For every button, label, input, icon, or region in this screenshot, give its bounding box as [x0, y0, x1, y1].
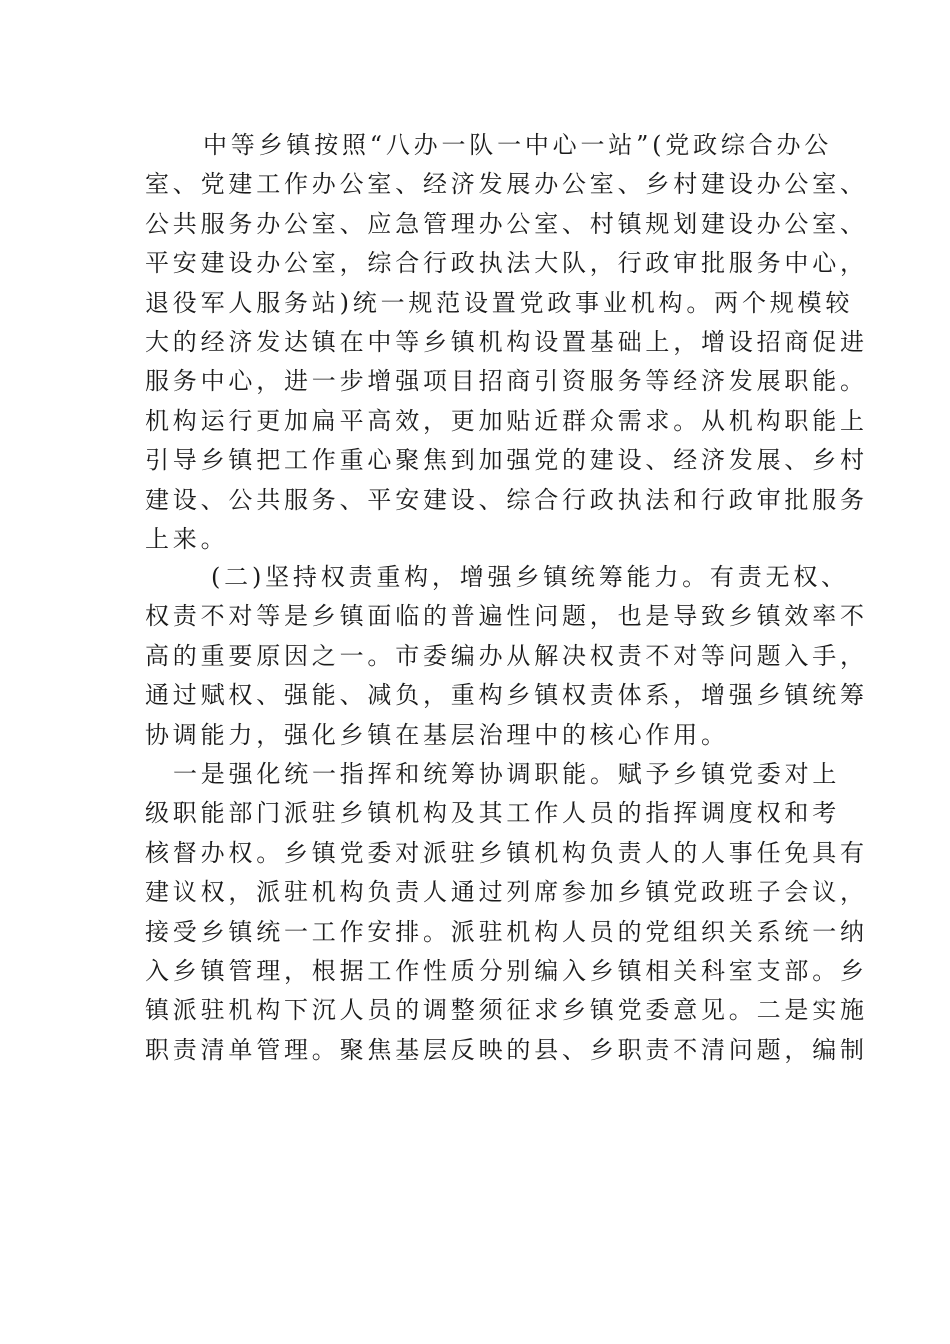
paragraph-line: 接受乡镇统一工作安排。派驻机构人员的党组织关系统一纳: [145, 917, 868, 946]
paragraph-line: 机构运行更加扁平高效，更加贴近群众需求。从机构职能上: [145, 406, 868, 435]
paragraph-line: 大的经济发达镇在中等乡镇机构设置基础上，增设招商促进: [145, 327, 868, 356]
paragraph-line: 建设、公共服务、平安建设、综合行政执法和行政审批服务: [145, 485, 868, 514]
paragraph-line: 平安建设办公室，综合行政执法大队，行政审批服务中心，: [145, 249, 868, 278]
paragraph-line: 通过赋权、强能、减负，重构乡镇权责体系，增强乡镇统筹: [145, 681, 868, 710]
paragraph-line: 退役军人服务站)统一规范设置党政事业机构。两个规模较: [145, 288, 854, 317]
paragraph-line: 核督办权。乡镇党委对派驻乡镇机构负责人的人事任免具有: [145, 838, 868, 867]
paragraph-line: 公共服务办公室、应急管理办公室、村镇规划建设办公室、: [145, 209, 868, 238]
paragraph-line: 入乡镇管理，根据工作性质分别编入乡镇相关科室支部。乡: [145, 956, 868, 985]
paragraph-line: 一是强化统一指挥和统筹协调职能。赋予乡镇党委对上: [173, 760, 841, 788]
paragraph-unified-command: [145, 755, 868, 1070]
paragraph-rights-responsibilities: [145, 558, 868, 755]
paragraph-line: 上来。: [145, 524, 229, 553]
paragraph-line: 高的重要原因之一。市委编办从解决权责不对等问题入手，: [145, 641, 868, 670]
paragraph-town-office-structure: [145, 126, 868, 559]
paragraph-line: 协调能力，强化乡镇在基层治理中的核心作用。: [145, 720, 729, 749]
paragraph-line: 室、党建工作办公室、经济发展办公室、乡村建设办公室、: [145, 170, 868, 199]
section-heading-line: (二)坚持权责重构，增强乡镇统筹能力。有责无权、: [211, 563, 849, 591]
paragraph-line: 镇派驻机构下沉人员的调整须征求乡镇党委意见。二是实施: [145, 996, 868, 1025]
paragraph-line: 引导乡镇把工作重心聚焦到加强党的建设、经济发展、乡村: [145, 446, 868, 475]
paragraph-line: 权责不对等是乡镇面临的普遍性问题，也是导致乡镇效率不: [145, 602, 868, 631]
paragraph-line: 服务中心，进一步增强项目招商引资服务等经济发展职能。: [145, 367, 868, 396]
paragraph-line: 级职能部门派驻乡镇机构及其工作人员的指挥调度权和考: [145, 799, 840, 828]
paragraph-line: 建议权，派驻机构负责人通过列席参加乡镇党政班子会议，: [145, 878, 868, 907]
paragraph-line: 职责清单管理。聚焦基层反映的县、乡职责不清问题，编制: [145, 1035, 868, 1064]
paragraph-line: 中等乡镇按照“八办一队一中心一站”(党政综合办公: [203, 131, 833, 159]
